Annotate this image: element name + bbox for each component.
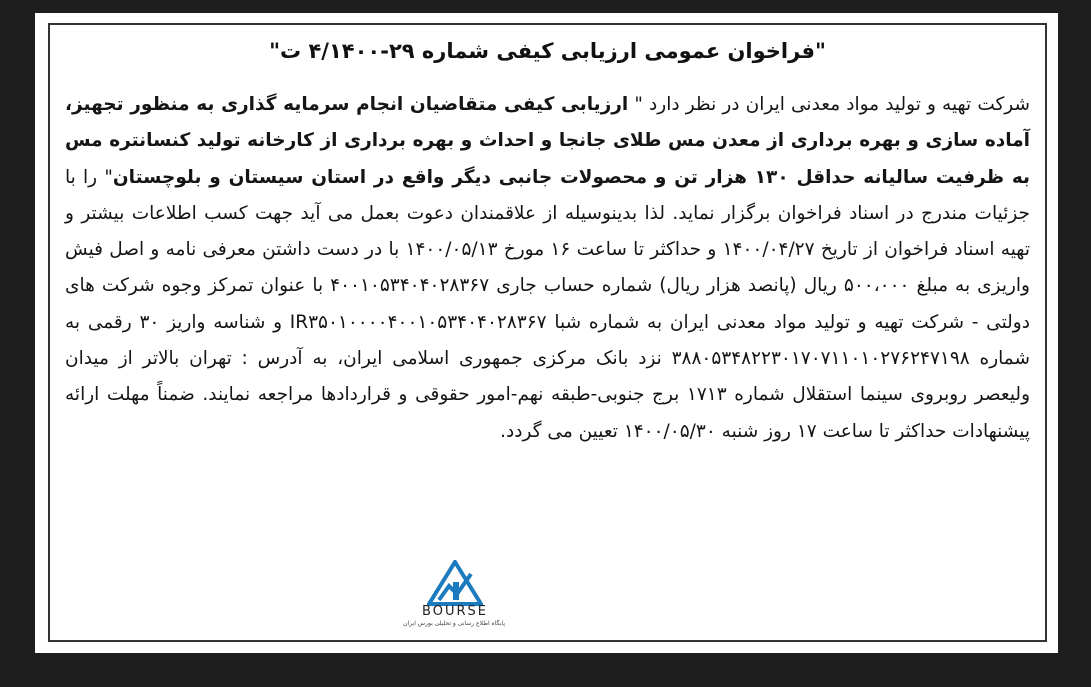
body-rest: " را با جزئیات مندرج در اسناد فراخوان برگزار نماید. لذا بدینوسیله از علاقمندان دعوت بعمل می آید جهت کسب اطلاعات بیشتر و تهیه اسناد فراخوان از تاریخ ۱۴۰۰/۰۴/۲۷ و حداکثر تا ساعت ۱۶ مورخ ۱۴۰۰/۰۵/۱۳ با در دست داشتن معرفی نامه و اصل فیش واریزی به مبلغ ۵۰۰،۰۰۰ ریال (پانصد هزار ریال) شماره حساب جاری ۴۰۰۱۰۵۳۴۰۴۰۲۸۳۶۷ با عنوان تمرکز وجوه شرکت های دولتی - شرکت تهیه و تولید مواد معدنی ایران به شماره شبا IR۳۵۰۱۰۰۰۰۴۰۰۱۰۵۳۴۰۴۰۲۸۳۶۷ و شناسه واریز ۳۰ رقمی به شماره ۳۸۸۰۵۳۴۸۲۲۳۰۱۷۰۷۱۱۰۱۰۲۷۶۲۴۷۱۹۸ نزد بانک مرکزی جمهوری اسلامی ایران، به آدرس : تهران بالاتر از میدان ولیعصر روبروی سینما استقلال شماره ۱۷۱۳ برج جنوبی-طبقه نهم-امور حقوقی و قراردادها مراجعه نمایند. ضمناً مهلت ارائه پیشنهادات حداکثر تا ساعت ۱۷ روز شنبه ۱۴۰۰/۰۵/۳۰ تعیین می گردد. [65, 166, 1031, 442]
notice-page [35, 13, 1058, 653]
bourse-watermark [405, 560, 505, 636]
bourse-brand: BOURSE [422, 604, 488, 619]
body-intro: شرکت تهیه و تولید مواد معدنی ایران در نظر دارد " [628, 94, 1031, 115]
body-bold: ارزیابی کیفی متقاضیان انجام سرمایه گذاری به منظور تجهیز، آماده سازی و بهره برداری از معدن مس طلای جانجا و احداث و بهره برداری از کارخانه تولید کنسانتره مس به ظرفیت سالیانه حداقل ۱۳۰ هزار تن و محصولات جانبی دیگر واقع در استان سیستان و بلوچستان [65, 94, 1030, 188]
bourse-logo-icon [427, 560, 483, 606]
notice-title: "فراخوان عمومی ارزیابی کیفی شماره ۲۹-۴/۱۴۰۰ ت" [269, 39, 826, 63]
notice-frame [48, 23, 1047, 642]
bourse-tagline: پایگاه اطلاع رسانی و تحلیلی بورس ایران [403, 620, 505, 627]
notice-body [65, 87, 1030, 450]
